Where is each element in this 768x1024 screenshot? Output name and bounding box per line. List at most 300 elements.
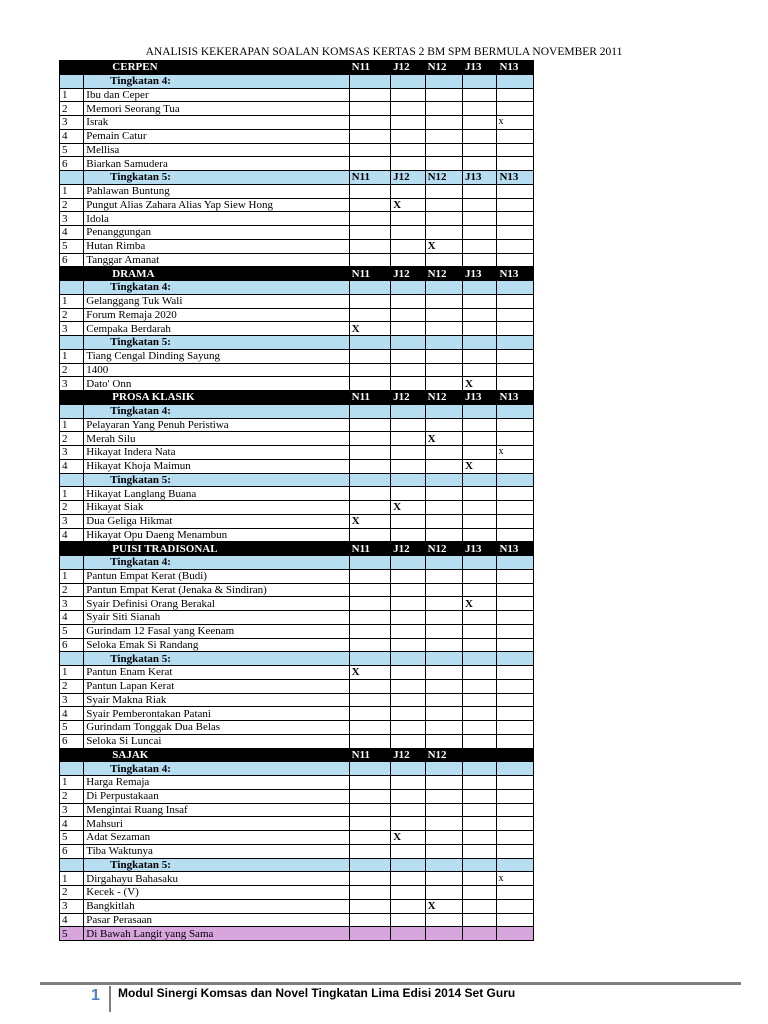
table-row [60, 446, 534, 460]
section-title: PROSA KLASIK [84, 391, 349, 405]
mark-cell: X [425, 432, 462, 446]
row-number: 2 [60, 501, 84, 515]
title-cell: Tanggar Amanat [84, 253, 349, 267]
mark-cell [497, 487, 534, 501]
mark-cell [463, 184, 497, 198]
mark-cell [349, 281, 391, 295]
mark-cell [349, 638, 391, 652]
mark-cell: J12 [391, 748, 425, 762]
mark-cell [349, 239, 391, 253]
mark-cell [425, 817, 462, 831]
section-title: CERPEN [84, 61, 349, 75]
tingkatan-row [60, 473, 534, 487]
mark-cell [463, 446, 497, 460]
mark-cell [391, 583, 425, 597]
table-row [60, 487, 534, 501]
mark-cell [497, 693, 534, 707]
row-number: 5 [60, 624, 84, 638]
mark-cell: X [463, 459, 497, 473]
mark-cell [425, 446, 462, 460]
mark-cell [349, 844, 391, 858]
row-number: 2 [60, 102, 84, 116]
mark-cell [463, 308, 497, 322]
mark-cell [391, 721, 425, 735]
mark-cell [425, 734, 462, 748]
mark-cell: J13 [463, 61, 497, 75]
mark-cell: N11 [349, 391, 391, 405]
row-number: 3 [60, 899, 84, 913]
mark-cell [391, 707, 425, 721]
tingkatan-label: Tingkatan 5: [84, 473, 349, 487]
tingkatan-label: Tingkatan 4: [84, 281, 349, 295]
title-cell: Tiang Cengal Dinding Sayung [84, 349, 349, 363]
title-cell: Dirgahayu Bahasaku [84, 872, 349, 886]
mark-cell [463, 776, 497, 790]
row-number: 3 [60, 377, 84, 391]
title-cell: Bangkitlah [84, 899, 349, 913]
title-cell: Hikayat Indera Nata [84, 446, 349, 460]
table-row [60, 899, 534, 913]
mark-cell [497, 899, 534, 913]
row-number: 6 [60, 253, 84, 267]
mark-cell [349, 143, 391, 157]
row-number: 4 [60, 226, 84, 240]
mark-cell [497, 583, 534, 597]
mark-cell [391, 858, 425, 872]
title-cell: Biarkan Samudera [84, 157, 349, 171]
title-cell: Pemain Catur [84, 129, 349, 143]
mark-cell [391, 762, 425, 776]
table-row [60, 913, 534, 927]
mark-cell [349, 404, 391, 418]
row-number: 1 [60, 872, 84, 886]
mark-cell [497, 143, 534, 157]
mark-cell [349, 74, 391, 88]
mark-cell [497, 858, 534, 872]
mark-cell [349, 583, 391, 597]
mark-cell [463, 528, 497, 542]
mark-cell [425, 927, 462, 941]
mark-cell [391, 487, 425, 501]
footer-rule [40, 982, 741, 985]
row-number: 2 [60, 432, 84, 446]
mark-cell [425, 308, 462, 322]
mark-cell [497, 721, 534, 735]
mark-cell [391, 143, 425, 157]
mark-cell [497, 418, 534, 432]
title-cell: Memori Seorang Tua [84, 102, 349, 116]
mark-cell [425, 143, 462, 157]
mark-cell [497, 611, 534, 625]
row-number: 3 [60, 693, 84, 707]
mark-cell [391, 294, 425, 308]
mark-cell [463, 473, 497, 487]
mark-cell [391, 418, 425, 432]
mark-cell [497, 831, 534, 845]
tingkatan-row [60, 281, 534, 295]
mark-cell [349, 473, 391, 487]
section-header-row [60, 391, 534, 405]
row-number: 3 [60, 514, 84, 528]
mark-cell [425, 473, 462, 487]
mark-cell [425, 624, 462, 638]
tingkatan-row [60, 556, 534, 570]
row-number: 6 [60, 638, 84, 652]
table-row [60, 377, 534, 391]
mark-cell [391, 789, 425, 803]
mark-cell [463, 762, 497, 776]
tingkatan-row [60, 652, 534, 666]
row-number [60, 762, 84, 776]
tingkatan-label: Tingkatan 5: [84, 336, 349, 350]
row-number: 4 [60, 611, 84, 625]
mark-cell [425, 404, 462, 418]
table-row [60, 514, 534, 528]
table-row [60, 734, 534, 748]
title-cell: Pahlawan Buntung [84, 184, 349, 198]
footer-separator [109, 986, 111, 1012]
mark-cell [349, 597, 391, 611]
mark-cell [463, 624, 497, 638]
row-number [60, 281, 84, 295]
row-number: 4 [60, 129, 84, 143]
mark-cell [425, 253, 462, 267]
mark-cell [497, 102, 534, 116]
mark-cell [391, 212, 425, 226]
mark-cell [425, 831, 462, 845]
mark-cell [391, 102, 425, 116]
mark-cell [425, 198, 462, 212]
mark-cell [391, 336, 425, 350]
title-cell: Cempaka Berdarah [84, 322, 349, 336]
row-number [60, 391, 84, 405]
mark-cell [463, 74, 497, 88]
mark-cell [391, 88, 425, 102]
mark-cell [425, 226, 462, 240]
mark-cell [349, 652, 391, 666]
mark-cell [463, 569, 497, 583]
row-number [60, 267, 84, 281]
mark-cell [463, 129, 497, 143]
section-header-row [60, 61, 534, 75]
mark-cell [425, 721, 462, 735]
mark-cell [425, 803, 462, 817]
section-header-row [60, 542, 534, 556]
mark-cell [497, 473, 534, 487]
mark-cell [349, 913, 391, 927]
row-number [60, 542, 84, 556]
mark-cell: N12 [425, 391, 462, 405]
mark-cell [349, 349, 391, 363]
table-row [60, 583, 534, 597]
mark-cell [425, 556, 462, 570]
table-row [60, 693, 534, 707]
mark-cell [497, 294, 534, 308]
mark-cell: N12 [425, 748, 462, 762]
tingkatan-label: Tingkatan 4: [84, 404, 349, 418]
mark-cell [497, 569, 534, 583]
row-number: 2 [60, 789, 84, 803]
table-row [60, 569, 534, 583]
footer-text: Modul Sinergi Komsas dan Novel Tingkatan Lima Edisi 2014 Set Guru [118, 986, 516, 1000]
mark-cell [391, 129, 425, 143]
page-number: 1 [91, 987, 100, 1004]
mark-cell [425, 129, 462, 143]
table-row [60, 253, 534, 267]
mark-cell [497, 459, 534, 473]
table-row [60, 88, 534, 102]
mark-cell [425, 776, 462, 790]
mark-cell [391, 624, 425, 638]
row-number: 1 [60, 418, 84, 432]
section-header-row [60, 748, 534, 762]
table-row [60, 143, 534, 157]
mark-cell: N13 [497, 267, 534, 281]
mark-cell: J13 [463, 171, 497, 185]
title-cell: Gurindam Tonggak Dua Belas [84, 721, 349, 735]
row-number: 4 [60, 707, 84, 721]
mark-cell [349, 693, 391, 707]
mark-cell [425, 212, 462, 226]
mark-cell [425, 913, 462, 927]
mark-cell [425, 858, 462, 872]
mark-cell [497, 239, 534, 253]
mark-cell: J12 [391, 267, 425, 281]
mark-cell [463, 831, 497, 845]
row-number: 3 [60, 116, 84, 130]
table-row [60, 116, 534, 130]
mark-cell [497, 638, 534, 652]
mark-cell [425, 886, 462, 900]
mark-cell [463, 363, 497, 377]
mark-cell [349, 294, 391, 308]
mark-cell: X [463, 377, 497, 391]
mark-cell [425, 363, 462, 377]
section-title: SAJAK [84, 748, 349, 762]
title-cell: Syair Definisi Orang Berakal [84, 597, 349, 611]
row-number: 1 [60, 349, 84, 363]
mark-cell [497, 349, 534, 363]
mark-cell [463, 899, 497, 913]
mark-cell [391, 556, 425, 570]
mark-cell [497, 198, 534, 212]
title-cell: Seloka Emak Si Randang [84, 638, 349, 652]
table-row [60, 157, 534, 171]
section-title: DRAMA [84, 267, 349, 281]
mark-cell [497, 322, 534, 336]
mark-cell [391, 913, 425, 927]
mark-cell [425, 157, 462, 171]
mark-cell: x [497, 446, 534, 460]
mark-cell [349, 789, 391, 803]
mark-cell [463, 212, 497, 226]
mark-cell [349, 528, 391, 542]
mark-cell: X [463, 597, 497, 611]
mark-cell [349, 336, 391, 350]
row-number [60, 74, 84, 88]
table-row [60, 528, 534, 542]
title-cell: Pantun Empat Kerat (Budi) [84, 569, 349, 583]
tingkatan-row [60, 762, 534, 776]
mark-cell [349, 501, 391, 515]
table-row [60, 638, 534, 652]
mark-cell [425, 281, 462, 295]
mark-cell [391, 776, 425, 790]
mark-cell [497, 363, 534, 377]
mark-cell: N11 [349, 61, 391, 75]
table-row [60, 226, 534, 240]
mark-cell [349, 88, 391, 102]
table-row [60, 831, 534, 845]
table-row [60, 803, 534, 817]
mark-cell [463, 514, 497, 528]
mark-cell [463, 734, 497, 748]
mark-cell [349, 611, 391, 625]
table-row [60, 707, 534, 721]
mark-cell: J13 [463, 267, 497, 281]
mark-cell [463, 102, 497, 116]
mark-cell [463, 487, 497, 501]
mark-cell [425, 789, 462, 803]
mark-cell [391, 844, 425, 858]
mark-cell: N11 [349, 267, 391, 281]
tingkatan-label: Tingkatan 4: [84, 74, 349, 88]
mark-cell [349, 377, 391, 391]
title-cell: Pungut Alias Zahara Alias Yap Siew Hong [84, 198, 349, 212]
row-number: 6 [60, 157, 84, 171]
mark-cell [391, 239, 425, 253]
mark-cell [391, 597, 425, 611]
mark-cell [463, 858, 497, 872]
mark-cell [425, 514, 462, 528]
table-row [60, 679, 534, 693]
mark-cell [463, 336, 497, 350]
mark-cell [497, 432, 534, 446]
mark-cell [425, 707, 462, 721]
mark-cell [391, 638, 425, 652]
mark-cell [497, 679, 534, 693]
mark-cell [463, 679, 497, 693]
title-cell: Pantun Lapan Kerat [84, 679, 349, 693]
mark-cell [463, 913, 497, 927]
mark-cell [391, 693, 425, 707]
mark-cell [391, 226, 425, 240]
mark-cell [391, 899, 425, 913]
mark-cell [497, 377, 534, 391]
title-cell: Pelayaran Yang Penuh Peristiwa [84, 418, 349, 432]
mark-cell [463, 116, 497, 130]
title-cell: Merah Silu [84, 432, 349, 446]
mark-cell [497, 157, 534, 171]
title-cell: Hikayat Opu Daeng Menambun [84, 528, 349, 542]
mark-cell [463, 611, 497, 625]
row-number: 3 [60, 803, 84, 817]
mark-cell [425, 762, 462, 776]
mark-cell: J13 [463, 391, 497, 405]
mark-cell [425, 638, 462, 652]
title-cell: Hikayat Siak [84, 501, 349, 515]
mark-cell [497, 666, 534, 680]
mark-cell: X [391, 501, 425, 515]
table-row [60, 432, 534, 446]
mark-cell [497, 528, 534, 542]
mark-cell [349, 446, 391, 460]
mark-cell [349, 459, 391, 473]
tingkatan-row [60, 858, 534, 872]
mark-cell [425, 844, 462, 858]
table-row [60, 184, 534, 198]
row-number: 4 [60, 528, 84, 542]
mark-cell [425, 418, 462, 432]
title-cell: Mahsuri [84, 817, 349, 831]
mark-cell [463, 404, 497, 418]
mark-cell [349, 198, 391, 212]
table-row [60, 102, 534, 116]
mark-cell [463, 556, 497, 570]
row-number [60, 858, 84, 872]
mark-cell [497, 624, 534, 638]
mark-cell [349, 707, 391, 721]
row-number: 1 [60, 88, 84, 102]
mark-cell [497, 597, 534, 611]
mark-cell [349, 157, 391, 171]
table-row [60, 198, 534, 212]
mark-cell [425, 528, 462, 542]
mark-cell [425, 611, 462, 625]
table-row [60, 239, 534, 253]
mark-cell: N12 [425, 542, 462, 556]
mark-cell [425, 322, 462, 336]
row-number: 5 [60, 721, 84, 735]
mark-cell [497, 308, 534, 322]
mark-cell [463, 294, 497, 308]
mark-cell [349, 776, 391, 790]
mark-cell [391, 473, 425, 487]
row-number: 2 [60, 679, 84, 693]
mark-cell [391, 184, 425, 198]
mark-cell [349, 102, 391, 116]
title-cell: Penanggungan [84, 226, 349, 240]
mark-cell [349, 556, 391, 570]
title-cell: Gelanggang Tuk Wali [84, 294, 349, 308]
mark-cell [497, 212, 534, 226]
mark-cell [391, 927, 425, 941]
mark-cell [391, 872, 425, 886]
mark-cell: X [349, 666, 391, 680]
row-number [60, 748, 84, 762]
mark-cell [463, 817, 497, 831]
mark-cell: N13 [497, 391, 534, 405]
mark-cell [463, 281, 497, 295]
mark-cell [425, 336, 462, 350]
mark-cell [425, 294, 462, 308]
mark-cell [349, 624, 391, 638]
mark-cell [463, 198, 497, 212]
mark-cell [391, 679, 425, 693]
title-cell: Adat Sezaman [84, 831, 349, 845]
mark-cell: N11 [349, 748, 391, 762]
row-number: 2 [60, 583, 84, 597]
row-number: 3 [60, 597, 84, 611]
mark-cell [391, 322, 425, 336]
mark-cell [463, 748, 497, 762]
mark-cell [497, 734, 534, 748]
mark-cell: N13 [497, 542, 534, 556]
mark-cell: J13 [463, 542, 497, 556]
mark-cell [463, 638, 497, 652]
row-number: 3 [60, 212, 84, 226]
mark-cell [349, 734, 391, 748]
